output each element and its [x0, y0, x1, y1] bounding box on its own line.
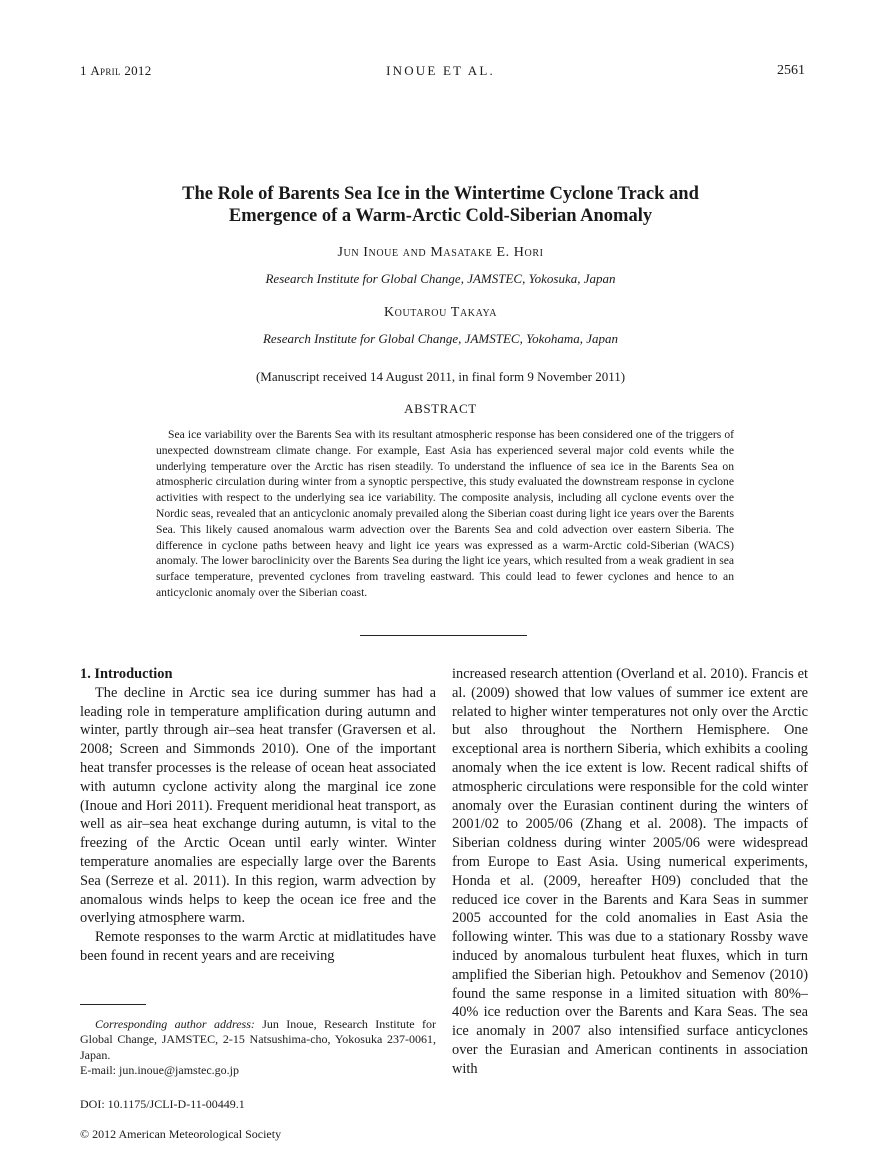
- footnote-label: Corresponding author address:: [95, 1017, 255, 1031]
- author-list-2: Koutarou Takaya: [383, 305, 498, 320]
- abstract-heading: ABSTRACT: [404, 401, 477, 416]
- header-date: 1 April 2012: [80, 63, 152, 78]
- copyright: © 2012 American Meteorological Society: [80, 1127, 282, 1141]
- affiliation-2: Research Institute for Global Change, JAMSTEC, Yokohama, Japan: [262, 331, 619, 346]
- abstract-text: Sea ice variability over the Barents Sea with its resultant atmospheric response has been considered one of the triggers of unexpected downstream climate change. For example, East Asia has experienced several major cold events while the underlying temperature over the Arctic has risen steadily. To understand the influence of sea ice in the Barents Sea on atmospheric circulation during winter from a synoptic perspective, this study evaluated the downstream response in cyclone activities with respect to the underlying sea ice variability. The composite analysis, including all cyclone events over the Nordic seas, revealed that an anticyclonic anomaly prevailed along the Siberian coast during light ice years over the Barents Sea. This likely caused anomalous warm advection over the Barents Sea and cold advection over eastern Siberia. The difference in cyclone paths between heavy and light ice years was expressed as a warm-Arctic cold-Siberian (WACS) anomaly. The lower baroclinicity over the Barents Sea during the light ice years, which resulted from a weak gradient in sea surface temperature, prevented cyclones from traveling eastward. This could lead to fewer cyclones and hence to an anticyclonic anomaly over the Siberian coast.: [156, 428, 734, 599]
- section-heading: 1. Introduction: [80, 666, 173, 682]
- paragraph-2-start: Remote responses to the warm Arctic at midlatitudes have been found in recent years and are receiving: [80, 929, 436, 964]
- author-list-1: Jun Inoue and Masatake E. Hori: [337, 245, 544, 260]
- paragraph-1: The decline in Arctic sea ice during summer has had a leading role in temperature amplification during autumn and winter, partly through air–sea heat transfer (Graversen et al. 2008; Screen and Simmonds 2010). One of the important heat transfer processes is the release of ocean heat associated with autumn cyclone activity along the marginal ice zone (Inoue and Hori 2011). Frequent meridional heat transport, as well as air–sea heat exchange during autumn, is vital to the freezing of the Arctic Ocean until early winter. Winter temperature anomalies are especially large over the Barents Sea (Serreze et al. 2011). In this region, warm advection by anomalous winds helps to keep the ocean ice free and the overlying atmosphere warm.: [80, 684, 436, 927]
- paragraph-2-continued: increased research attention (Overland et al. 2010). Francis et al. (2009) showed that low values of summer ice extent are related to higher winter temperatures not only over the Arctic but also throughout the Northern Hemisphere. One exceptional area is northern Siberia, which exhibits a cooling anomaly when the ice extent is low. Recent radical shifts of atmospheric circulations were responsible for the cold winter anomaly over the Eurasian continent during the winters of 2001/02 to 2005/06 (Zhang et al. 2008). The impacts of Siberian coldness during winter 2005/06 were widespread from Europe to East Asia. Using numerical experiments, Honda et al. (2009, hereafter H09) concluded that the reduced ice cover in the Barents and Kara Seas in summer 2005 accounted for the cold anomalies in East Asia the following winter. This was due to a stationary Rossby wave induced by anomalous turbulent heat fluxes, which in turn amplified the Siberian high. Petoukhov and Semenov (2010) found the same response in a limited situation with 80%–40% ice reduction over the Barents and Kara Seas. The sea ice anomaly in 2007 also intensified surface anticyclones over the Eurasian and American continents in association with: [452, 666, 808, 1077]
- footnote-text: Jun Inoue, Research Institute for Global Change, JAMSTEC, 2-15 Natsushima-cho, Yokosuka 237-0061, Japan.: [80, 1017, 436, 1062]
- page-number: 2561: [777, 63, 805, 78]
- corresponding-author-footnote: [80, 1017, 436, 1078]
- left-column: [80, 665, 436, 966]
- doi[interactable]: DOI: 10.1175/JCLI-D-11-00449.1: [80, 1097, 245, 1111]
- article-title-line-1: The Role of Barents Sea Ice in the Wintertime Cyclone Track and: [182, 184, 699, 204]
- manuscript-dates: (Manuscript received 14 August 2011, in final form 9 November 2011): [255, 369, 626, 384]
- footnote-rule: [80, 1004, 146, 1005]
- affiliation-1: Research Institute for Global Change, JAMSTEC, Yokosuka, Japan: [265, 271, 616, 286]
- footnote-email[interactable]: E-mail: jun.inoue@jamstec.go.jp: [80, 1062, 240, 1077]
- article-title-line-2: Emergence of a Warm-Arctic Cold-Siberian Anomaly: [228, 206, 653, 226]
- right-column: [452, 665, 808, 1079]
- running-head-authors: INOUE ET AL.: [386, 63, 495, 78]
- section-divider: [360, 635, 527, 636]
